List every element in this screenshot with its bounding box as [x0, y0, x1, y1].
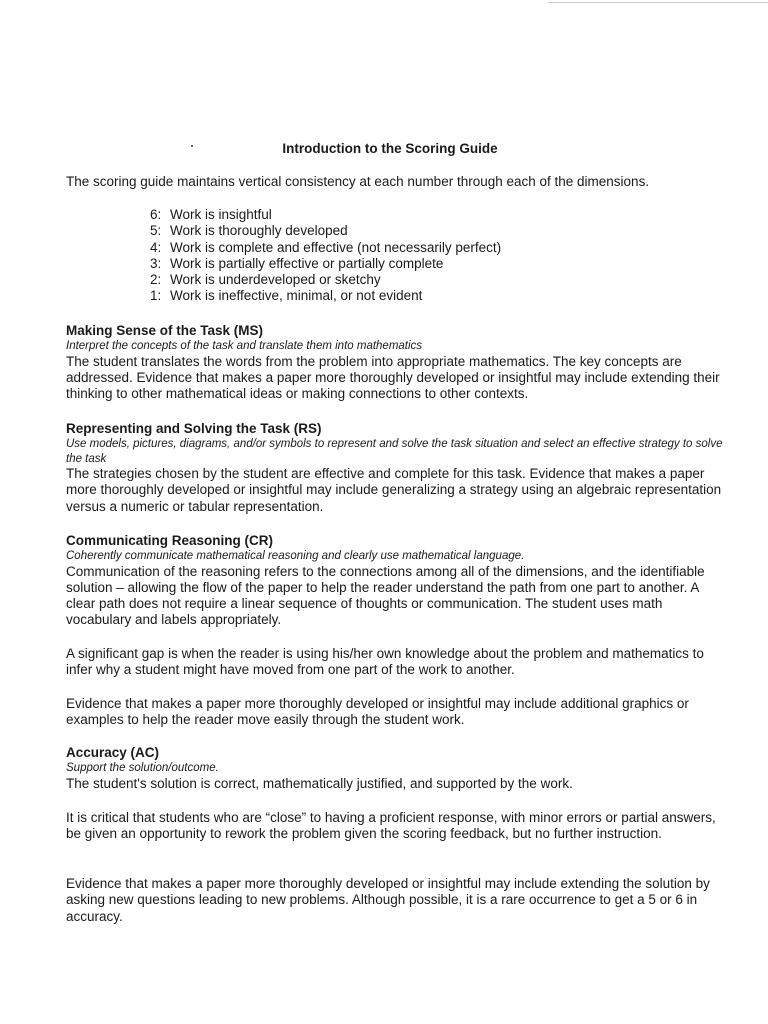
section-communicating-reasoning	[66, 532, 731, 629]
score-levels-list	[150, 207, 501, 305]
score-level-number: 3:	[150, 255, 162, 271]
score-level-text: Work is insightful	[170, 207, 272, 222]
score-level-4	[150, 240, 501, 256]
score-level-text: Work is thoroughly developed	[170, 223, 348, 239]
gap-paragraph: A significant gap is when the reader is using his/her own knowledge about the problem and mathematics to infer why a student might have moved from one part of the work to another.	[66, 646, 704, 678]
score-level-number: 1:	[150, 288, 162, 304]
scan-artifact-line	[548, 2, 768, 3]
critical-paragraph: It is critical that students who are “close” to having a proficient response, with minor errors or partial answers, be given an opportunity to rework the problem given the scoring feedback, but no further instruction.	[66, 810, 716, 842]
section-subtitle: Coherently communicate mathematical reasoning and clearly use mathematical language.	[66, 550, 525, 562]
score-level-text: Work is partially effective or partially complete	[170, 255, 444, 271]
document-title: Introduction to the Scoring Guide	[282, 141, 498, 156]
section-making-sense	[66, 322, 731, 402]
section-subtitle: Support the solution/outcome.	[66, 762, 219, 774]
ac-evidence-paragraph: Evidence that makes a paper more thoroughly developed or insightful may include extending the solution by asking new questions leading to new problems. Although possible, it is a rare occurrence to get a 5 or 6 in accuracy.	[66, 876, 710, 924]
score-level-2	[150, 272, 501, 288]
section-body: The student translates the words from the problem into appropriate mathematics. The key concepts are addressed. Evidence that makes a paper more thoroughly developed or insightful may include extending their thinking to other mathematical ideas or making connections to other contexts.	[66, 353, 720, 402]
score-level-number: 4:	[150, 239, 162, 255]
section-heading: Communicating Reasoning (CR)	[66, 533, 274, 548]
score-level-1	[150, 288, 501, 304]
score-level-text: Work is underdeveloped or sketchy	[170, 272, 381, 288]
cr-evidence-paragraph: Evidence that makes a paper more thoroughly developed or insightful may include additional graphics or examples to help the reader move easily through the student work.	[66, 696, 689, 728]
section-accuracy	[66, 744, 731, 792]
section-heading: Making Sense of the Task (MS)	[66, 323, 264, 338]
section-body: The student's solution is correct, mathematically justified, and supported by the work.	[66, 775, 573, 791]
score-level-6	[150, 207, 501, 223]
section-representing-solving	[66, 420, 731, 515]
score-level-number: 6:	[150, 207, 162, 222]
section-body: The strategies chosen by the student are effective and complete for this task. Evidence that makes a paper more thoroughly developed or insightful may include generalizing a strategy using an algebraic representation versus a numeric or tabular representation.	[66, 466, 722, 514]
score-level-text: Work is ineffective, minimal, or not evident	[170, 288, 423, 304]
section-subtitle: Use models, pictures, diagrams, and/or symbols to represent and solve the task situation and select an effective strategy to solve the task	[66, 438, 723, 465]
score-level-number: 5:	[150, 223, 162, 239]
score-level-3	[150, 256, 501, 272]
score-level-5	[150, 223, 501, 239]
section-heading: Representing and Solving the Task (RS)	[66, 421, 322, 436]
score-level-text: Work is complete and effective (not necessarily perfect)	[170, 239, 502, 255]
section-heading: Accuracy (AC)	[66, 745, 160, 760]
intro-paragraph: The scoring guide maintains vertical consistency at each number through each of the dimensions.	[66, 174, 650, 189]
section-body: Communication of the reasoning refers to the connections among all of the dimensions, and the identifiable solution – allowing the flow of the paper to help the reader understand the path from one part to another. A clear path does not require a linear sequence of thoughts or communication. The student uses math vocabulary and labels appropriately.	[66, 563, 705, 628]
section-subtitle: Interpret the concepts of the task and translate them into mathematics	[66, 340, 423, 352]
score-level-number: 2:	[150, 272, 162, 288]
